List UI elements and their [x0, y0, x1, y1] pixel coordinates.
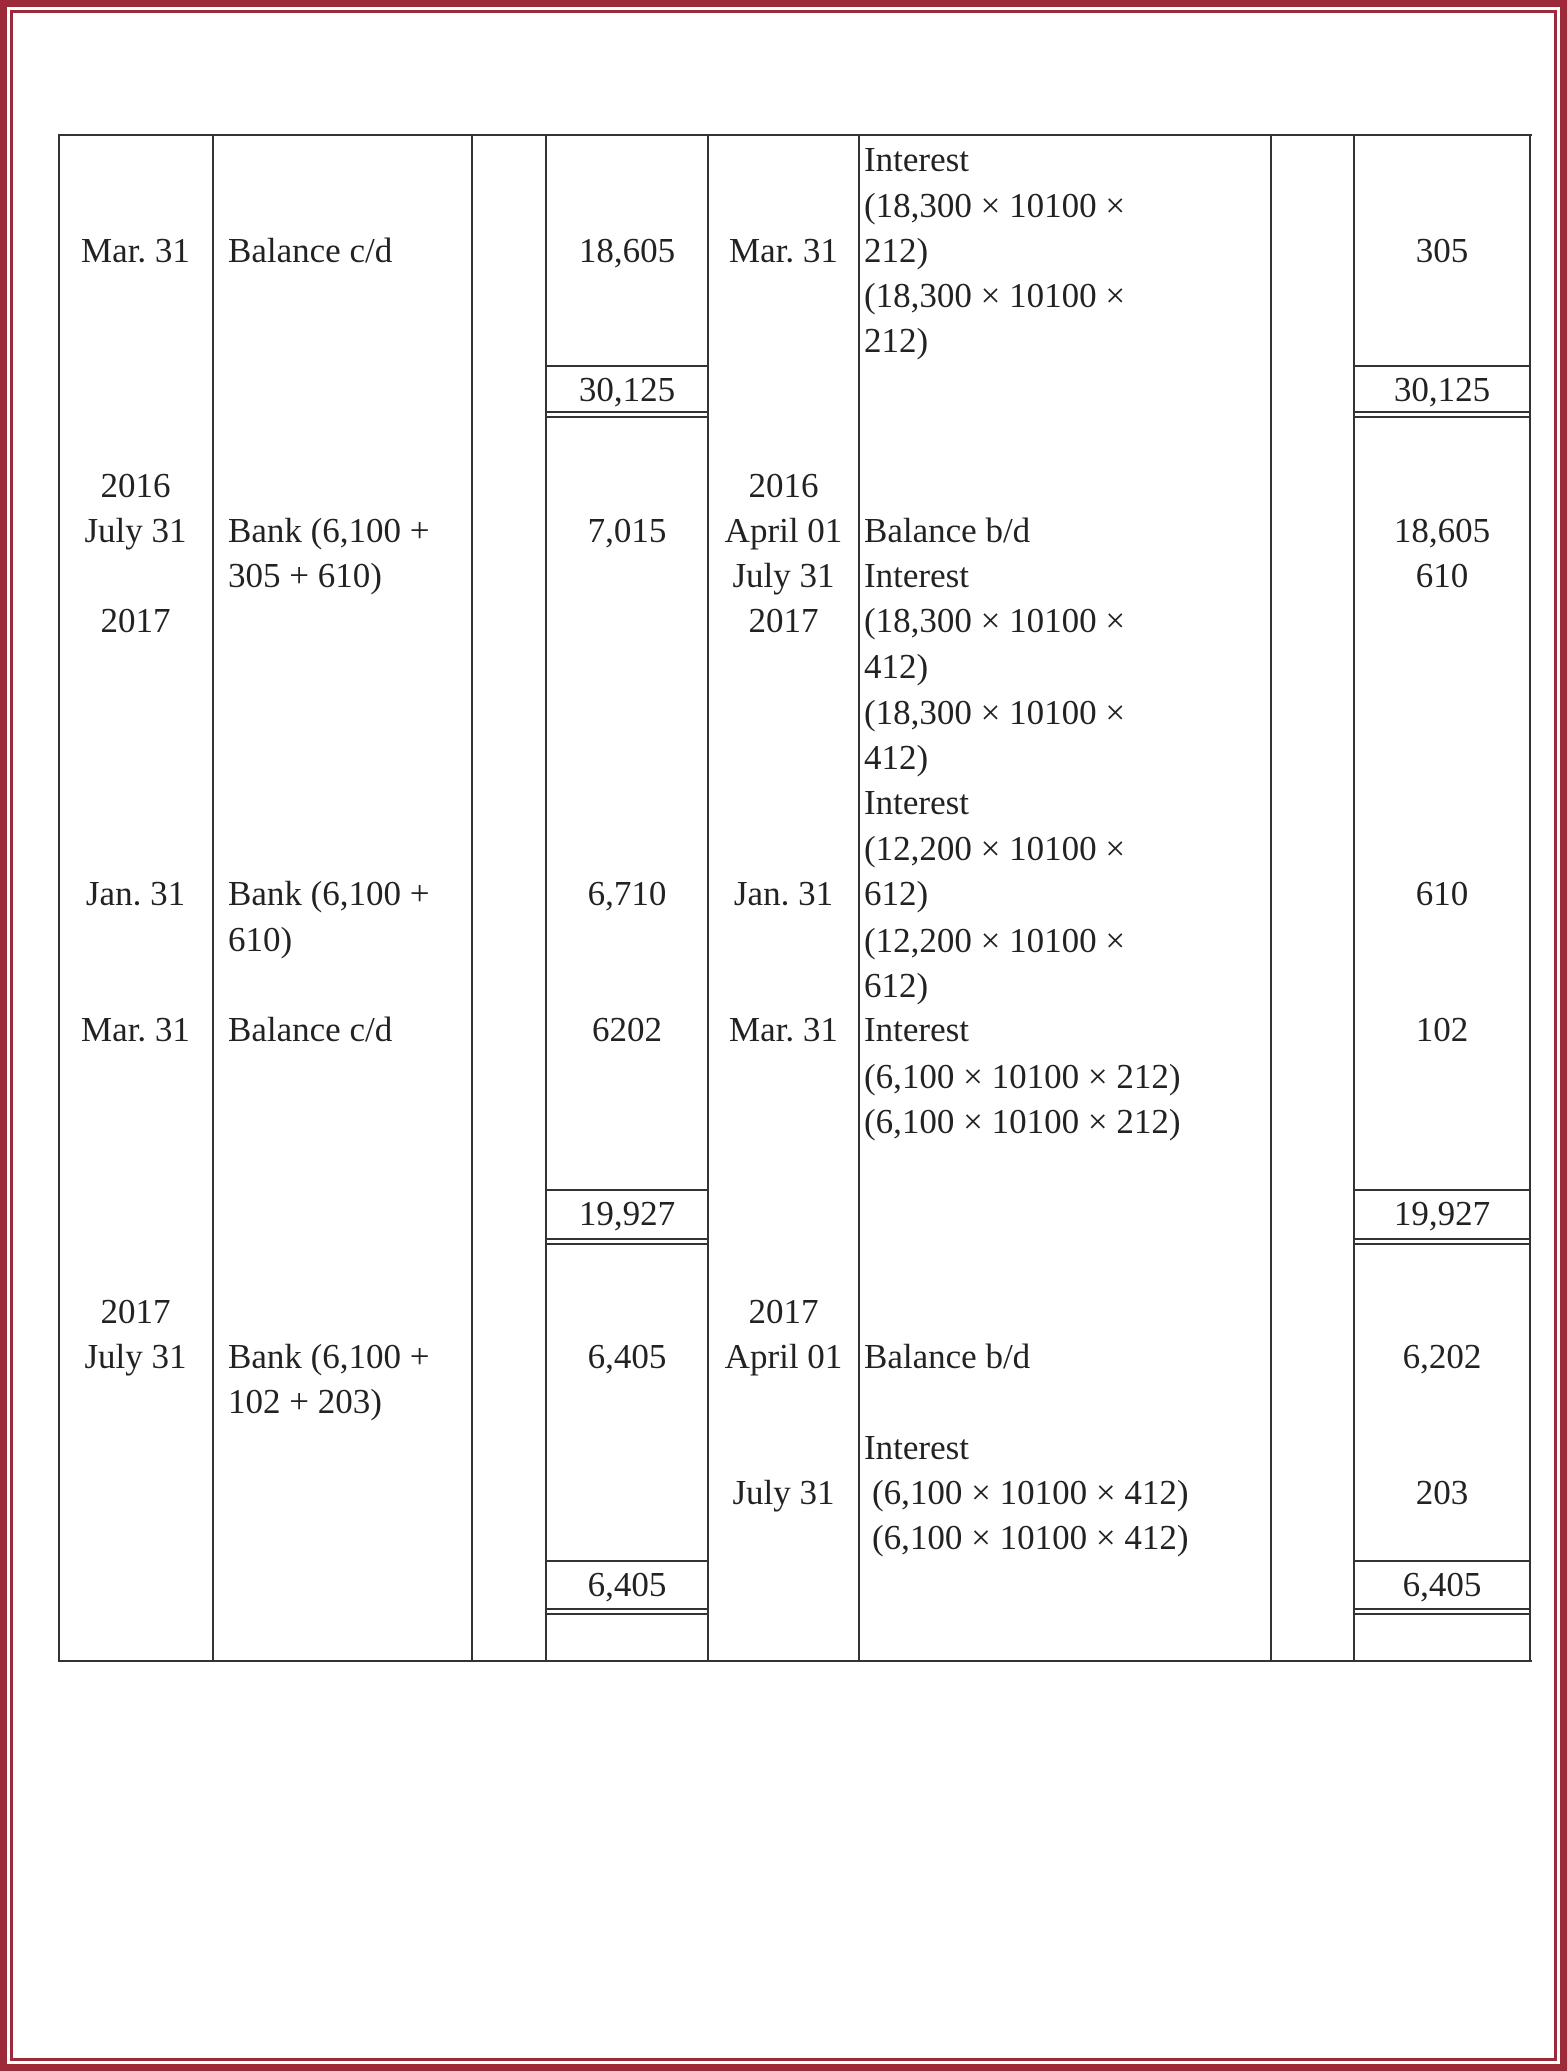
credit-amount: 6,202 [1402, 1337, 1482, 1376]
credit-date: April 01 [724, 1337, 843, 1376]
credit-particulars: Balance b/d [864, 511, 1031, 550]
debit-particulars: 102 + 203) [228, 1382, 382, 1421]
credit-year: 2017 [748, 601, 819, 640]
total-rule [546, 1238, 708, 1240]
debit-date: Mar. 31 [81, 231, 190, 270]
credit-amount: 203 [1415, 1473, 1469, 1512]
credit-particulars: (18,300 × 10100 × [864, 601, 1126, 640]
credit-particulars: Interest [864, 1010, 969, 1049]
debit-particulars: Bank (6,100 + [228, 1337, 430, 1376]
debit-total: 19,927 [578, 1194, 676, 1233]
credit-particulars: (12,200 × 10100 × [864, 921, 1126, 960]
credit-particulars: (18,300 × 10100 × [864, 693, 1126, 732]
credit-amount: 18,605 [1393, 511, 1491, 550]
column-divider [1270, 135, 1272, 1661]
total-rule [546, 416, 708, 418]
credit-date: July 31 [732, 1473, 835, 1512]
debit-year: 2016 [100, 466, 171, 505]
debit-particulars: Bank (6,100 + [228, 511, 430, 550]
debit-year: 2017 [100, 1292, 171, 1331]
credit-particulars: (6,100 × 10100 × 212) [864, 1057, 1181, 1096]
total-rule [546, 1243, 708, 1245]
total-rule [1354, 1608, 1530, 1610]
debit-particulars: 610) [228, 920, 293, 959]
debit-particulars: Bank (6,100 + [228, 874, 430, 913]
debit-amount: 7,015 [587, 511, 667, 550]
credit-total: 30,125 [1393, 370, 1491, 409]
credit-particulars: 612) [864, 966, 929, 1005]
credit-particulars: (18,300 × 10100 × [864, 276, 1126, 315]
credit-year: 2017 [748, 1292, 819, 1331]
debit-date: Mar. 31 [81, 1010, 190, 1049]
credit-particulars: Interest [864, 140, 969, 179]
credit-particulars: (18,300 × 10100 × [864, 186, 1126, 225]
credit-total: 19,927 [1393, 1194, 1491, 1233]
credit-particulars: (6,100 × 10100 × 412) [872, 1473, 1189, 1512]
credit-date: Jan. 31 [733, 874, 834, 913]
total-rule [1354, 1238, 1530, 1240]
credit-date: July 31 [732, 556, 835, 595]
credit-particulars: 212) [864, 321, 929, 360]
debit-particulars: 305 + 610) [228, 556, 382, 595]
total-rule [1354, 1613, 1530, 1615]
total-rule [1354, 416, 1530, 418]
table-top-border [58, 134, 1532, 136]
debit-year: 2017 [100, 601, 171, 640]
credit-date: Mar. 31 [729, 1010, 838, 1049]
debit-total: 30,125 [578, 370, 676, 409]
column-divider [471, 135, 473, 1661]
debit-particulars: Balance c/d [228, 1010, 393, 1049]
credit-particulars: (6,100 × 10100 × 412) [872, 1518, 1189, 1557]
debit-amount: 18,605 [578, 231, 676, 270]
credit-particulars: (6,100 × 10100 × 212) [864, 1102, 1181, 1141]
credit-particulars: Balance b/d [864, 1337, 1031, 1376]
debit-amount: 6202 [592, 1010, 662, 1049]
table-bottom-border [58, 1660, 1532, 1662]
total-rule [546, 1608, 708, 1610]
total-rule [546, 1613, 708, 1615]
credit-amount: 305 [1415, 231, 1469, 270]
credit-amount: 610 [1415, 556, 1469, 595]
credit-particulars: 612) [864, 874, 929, 913]
debit-particulars: Balance c/d [228, 231, 393, 270]
credit-particulars: Interest [864, 556, 969, 595]
credit-particulars: 412) [864, 647, 929, 686]
debit-total: 6,405 [587, 1565, 667, 1604]
credit-amount: 102 [1415, 1010, 1469, 1049]
debit-amount: 6,710 [587, 874, 667, 913]
credit-amount: 610 [1415, 874, 1469, 913]
credit-particulars: Interest [864, 1428, 969, 1467]
credit-total: 6,405 [1402, 1565, 1482, 1604]
credit-year: 2016 [748, 466, 819, 505]
credit-particulars: Interest [864, 783, 969, 822]
credit-particulars: (12,200 × 10100 × [864, 829, 1126, 868]
debit-date: July 31 [84, 1337, 187, 1376]
credit-particulars: 412) [864, 738, 929, 777]
debit-date: July 31 [84, 511, 187, 550]
debit-date: Jan. 31 [85, 874, 186, 913]
credit-particulars: 212) [864, 231, 929, 270]
total-rule [1354, 1243, 1530, 1245]
debit-amount: 6,405 [587, 1337, 667, 1376]
credit-date: April 01 [724, 511, 843, 550]
credit-date: Mar. 31 [729, 231, 838, 270]
